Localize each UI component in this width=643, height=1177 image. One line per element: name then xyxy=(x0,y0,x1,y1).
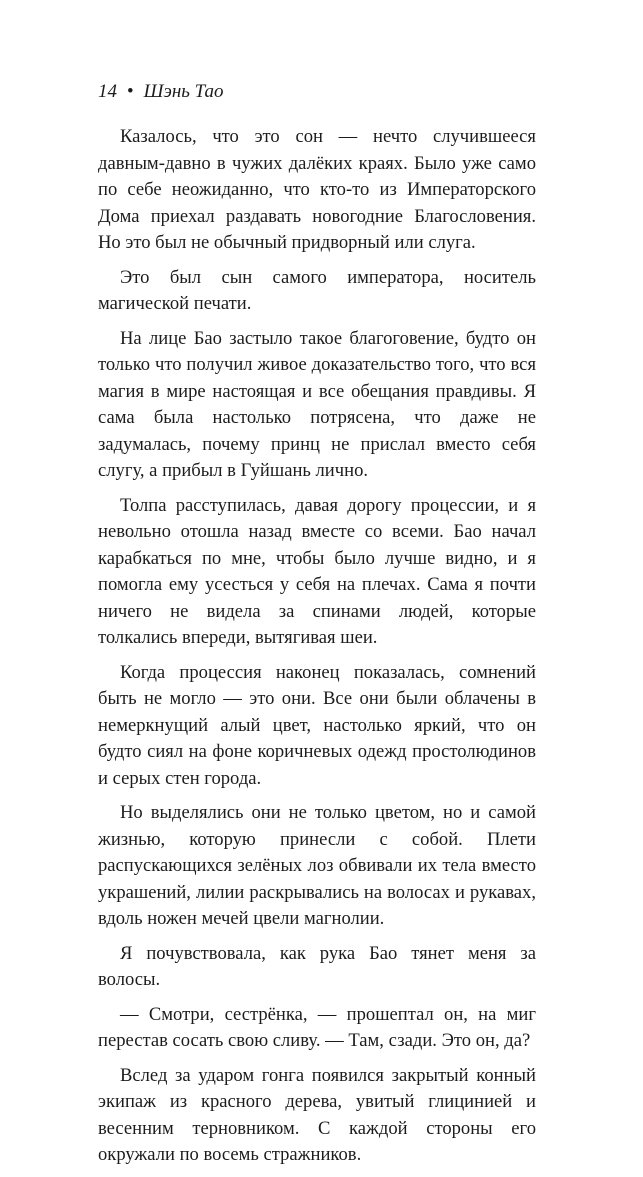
paragraph-5: Когда процессия наконец показалась, сомнений быть не могло — это они. Все они были облачены в немеркнущий алый цвет, настолько яркий, что он будто сиял на фоне коричневых одежд простолюдинов и серых стен города. xyxy=(98,661,536,789)
paragraph-8: — Смотри, сестрёнка, — прошептал он, на миг перестав сосать свою сливу. — Там, сзади. Это он, да? xyxy=(98,1003,536,1051)
paragraph-1: Казалось, что это сон — нечто случившееся давным-давно в чужих далёких краях. Было уже само по себе неожиданно, что кто-то из Императорского Дома приехал раздавать новогодние Благословения. Но это был не обычный придворный или слуга. xyxy=(98,126,536,253)
running-head xyxy=(98,80,224,104)
body-text xyxy=(98,124,536,1177)
header-separator: • xyxy=(127,81,134,102)
paragraph-9: Вслед за ударом гонга появился закрытый конный экипаж из красного дерева, увитый глицинией и весенним терновником. С каждой стороны его окружали по восемь стражников. xyxy=(98,1064,536,1165)
paragraph-4: Толпа расступилась, давая дорогу процессии, и я невольно отошла назад вместе со всеми. Бао начал карабкаться по мне, чтобы было лучше видно, и я помогла ему усесться у себя на плечах. Сама я почти ничего не видела за спинами людей, которые толкались впереди, вытягивая шеи. xyxy=(98,494,536,648)
paragraph-3: На лице Бао застыло такое благоговение, будто он только что получил живое доказательство того, что вся магия в мире настоящая и все обещания правдивы. Я сама была настолько потрясена, что даже не задумалась, почему принц не прислал вместо себя слугу, а прибыл в Гуйшань лично. xyxy=(98,327,536,481)
author-name: Шэнь Тао xyxy=(143,81,224,102)
page-number: 14 xyxy=(98,81,117,102)
paragraph-7: Я почувствовала, как рука Бао тянет меня за волосы. xyxy=(98,942,536,990)
paragraph-2: Это был сын самого императора, носитель магической печати. xyxy=(98,266,536,314)
paragraph-6: Но выделялись они не только цветом, но и самой жизнью, которую принесли с собой. Плети распускающихся зелёных лоз обвивали их тела вместо украшений, лилии раскрывались на волосах и рукавах, вдоль ножен мечей цвели магнолии. xyxy=(98,802,536,929)
